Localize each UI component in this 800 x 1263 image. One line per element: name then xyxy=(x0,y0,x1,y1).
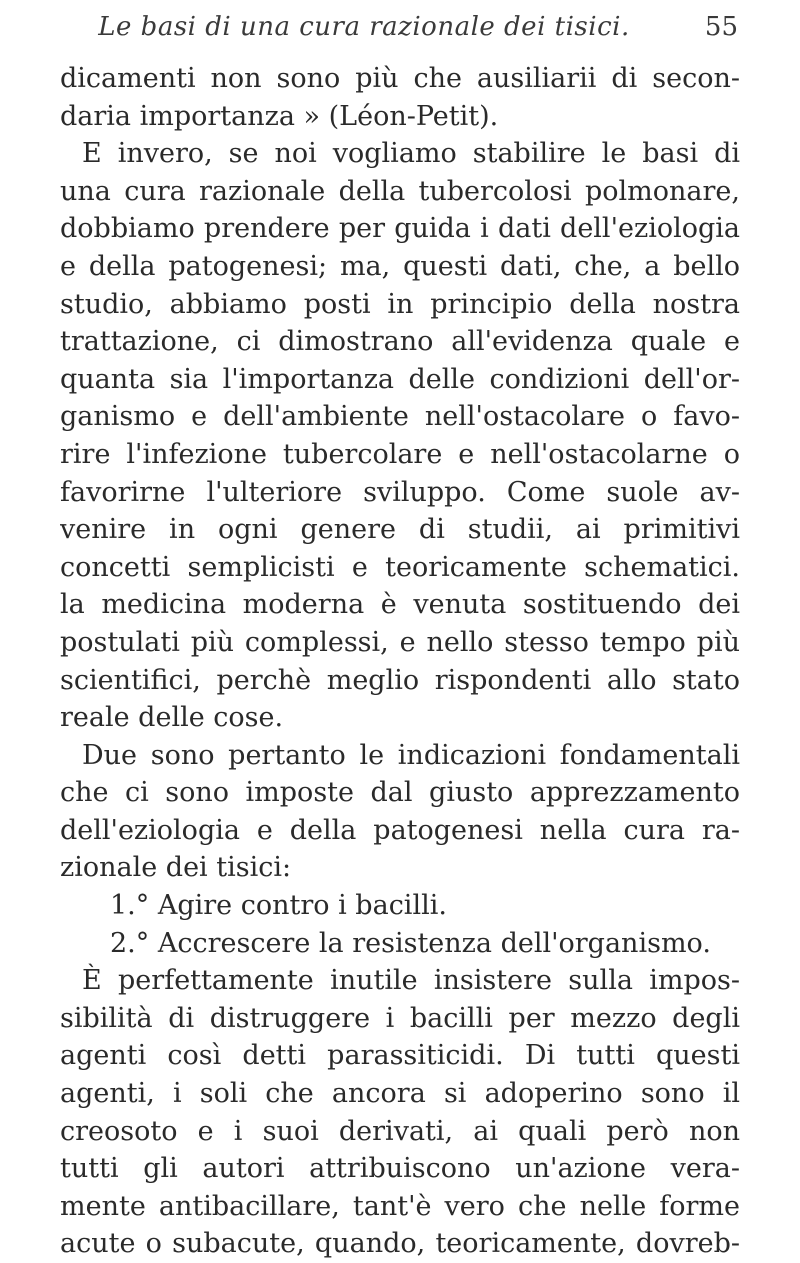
text-line: È perfettamente inutile insistere sulla impos- xyxy=(82,965,740,997)
text-line: reale delle cose. xyxy=(60,702,284,734)
text-line: Due sono pertanto le indicazioni fondamentali xyxy=(82,739,740,771)
text-line: la medicina moderna è venuta sostituendo dei xyxy=(60,589,740,621)
text-line: dobbiamo prendere per guida i dati dell'eziologia xyxy=(60,213,740,245)
list-item-line: 1.° Agire contro i bacilli. xyxy=(110,890,447,922)
text-line: creosoto e i suoi derivati, ai quali però non xyxy=(60,1115,740,1147)
text-line: quanta sia l'importanza delle condizioni dell'or- xyxy=(60,363,740,395)
text-line: favorirne l'ulteriore sviluppo. Come suole av- xyxy=(60,476,740,508)
list-item-line: 2.° Accrescere la resistenza dell'organismo. xyxy=(110,927,711,959)
text-line: che ci sono imposte dal giusto apprezzamento xyxy=(60,777,740,809)
text-line: tutti gli autori attribuiscono un'azione vera- xyxy=(60,1153,740,1185)
text-line: una cura razionale della tubercolosi polmonare, xyxy=(60,175,740,207)
text-line: dell'eziologia e della patogenesi nella cura ra- xyxy=(60,814,740,846)
text-line: postulati più complessi, e nello stesso tempo più xyxy=(60,626,740,658)
text-line: acute o subacute, quando, teoricamente, dovreb- xyxy=(60,1228,740,1260)
page-number: 55 xyxy=(704,12,738,42)
text-line: e della patogenesi; ma, questi dati, che, a bello xyxy=(60,250,740,282)
text-line: agenti così detti parassiticidi. Di tutti questi xyxy=(60,1040,740,1072)
text-line: agenti, i soli che ancora si adoperino sono il xyxy=(60,1078,740,1110)
body-text xyxy=(60,60,740,1263)
text-line: E invero, se noi vogliamo stabilire le basi di xyxy=(82,138,740,170)
text-line: venire in ogni genere di studii, ai primitivi xyxy=(60,514,740,546)
text-line: concetti semplicisti e teoricamente schematici. xyxy=(60,551,740,583)
running-title: Le basi di una cura razionale dei tisici. xyxy=(98,12,630,42)
text-line: trattazione, ci dimostrano all'evidenza quale e xyxy=(60,326,740,358)
text-line: daria importanza » (Léon-Petit). xyxy=(60,100,499,132)
text-line: rire l'infezione tubercolare e nell'ostacolarne o xyxy=(60,438,740,470)
text-line: zionale dei tisici: xyxy=(60,852,292,884)
text-line: studio, abbiamo posti in principio della nostra xyxy=(60,288,740,320)
text-line: dicamenti non sono più che ausiliarii di secon- xyxy=(60,63,740,94)
text-line: scientifici, perchè meglio rispondenti allo stato xyxy=(60,664,740,696)
running-head xyxy=(60,12,738,48)
text-line: ganismo e dell'ambiente nell'ostacolare o favo- xyxy=(60,401,740,433)
text-line: mente antibacillare, tant'è vero che nelle forme xyxy=(60,1190,740,1222)
text-line: sibilità di distruggere i bacilli per mezzo degli xyxy=(60,1002,740,1034)
